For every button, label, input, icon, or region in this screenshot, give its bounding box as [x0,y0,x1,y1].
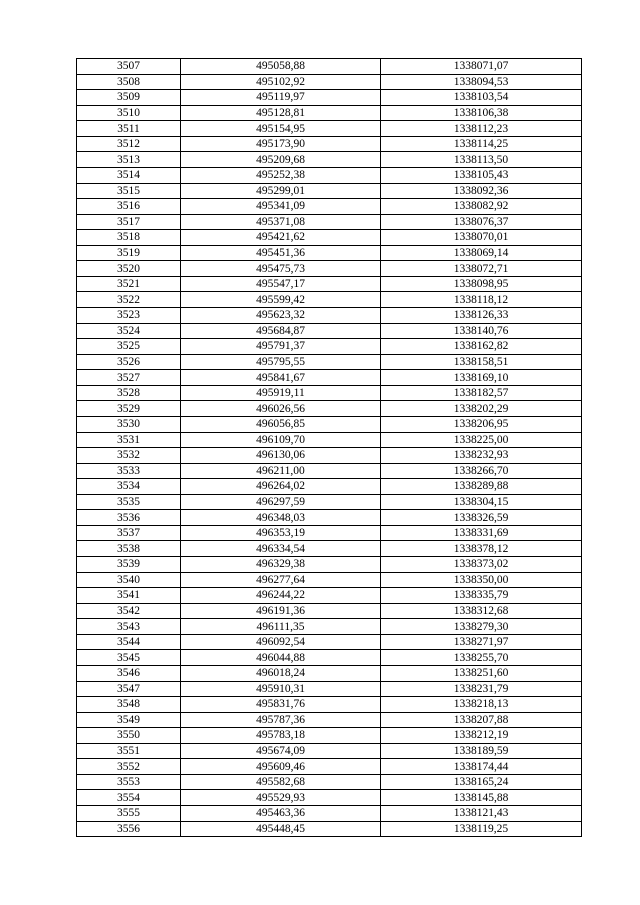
y-coordinate-cell: 1338114,25 [381,136,582,152]
x-coordinate-cell: 496211,00 [181,463,381,479]
point-number-cell: 3555 [77,806,181,822]
point-number-cell: 3509 [77,90,181,106]
y-coordinate-cell: 1338158,51 [381,354,582,370]
y-coordinate-cell: 1338072,71 [381,261,582,277]
y-coordinate-cell: 1338165,24 [381,774,582,790]
point-number-cell: 3548 [77,697,181,713]
table-row [77,697,582,713]
table-row [77,743,582,759]
y-coordinate-cell: 1338071,07 [381,59,582,75]
x-coordinate-cell: 495058,88 [181,59,381,75]
y-coordinate-cell: 1338373,02 [381,557,582,573]
table-row [77,245,582,261]
x-coordinate-cell: 495252,38 [181,167,381,183]
y-coordinate-cell: 1338335,79 [381,588,582,604]
point-number-cell: 3521 [77,276,181,292]
x-coordinate-cell: 496277,64 [181,572,381,588]
table-row [77,90,582,106]
x-coordinate-cell: 495795,55 [181,354,381,370]
x-coordinate-cell: 495831,76 [181,697,381,713]
x-coordinate-cell: 495919,11 [181,385,381,401]
table-row [77,432,582,448]
x-coordinate-cell: 495674,09 [181,743,381,759]
y-coordinate-cell: 1338169,10 [381,370,582,386]
table-row [77,557,582,573]
point-number-cell: 3527 [77,370,181,386]
x-coordinate-cell: 496348,03 [181,510,381,526]
point-number-cell: 3508 [77,74,181,90]
y-coordinate-cell: 1338092,36 [381,183,582,199]
point-number-cell: 3507 [77,59,181,75]
table-row [77,354,582,370]
table-row [77,806,582,822]
point-number-cell: 3536 [77,510,181,526]
table-row [77,728,582,744]
table-row [77,214,582,230]
table-row [77,167,582,183]
y-coordinate-cell: 1338207,88 [381,712,582,728]
x-coordinate-cell: 495128,81 [181,105,381,121]
x-coordinate-cell: 496191,36 [181,603,381,619]
table-row [77,74,582,90]
x-coordinate-cell: 495451,36 [181,245,381,261]
y-coordinate-cell: 1338082,92 [381,199,582,215]
point-number-cell: 3520 [77,261,181,277]
y-coordinate-cell: 1338312,68 [381,603,582,619]
y-coordinate-cell: 1338289,88 [381,479,582,495]
table-row [77,681,582,697]
point-number-cell: 3529 [77,401,181,417]
point-number-cell: 3519 [77,245,181,261]
y-coordinate-cell: 1338069,14 [381,245,582,261]
x-coordinate-cell: 495421,62 [181,230,381,246]
table-row [77,603,582,619]
y-coordinate-cell: 1338076,37 [381,214,582,230]
y-coordinate-cell: 1338162,82 [381,339,582,355]
y-coordinate-cell: 1338251,60 [381,665,582,681]
coordinates-table [76,58,582,837]
point-number-cell: 3513 [77,152,181,168]
point-number-cell: 3540 [77,572,181,588]
y-coordinate-cell: 1338350,00 [381,572,582,588]
x-coordinate-cell: 495787,36 [181,712,381,728]
y-coordinate-cell: 1338331,69 [381,525,582,541]
table-row [77,619,582,635]
point-number-cell: 3524 [77,323,181,339]
x-coordinate-cell: 495791,37 [181,339,381,355]
table-row [77,183,582,199]
point-number-cell: 3543 [77,619,181,635]
table-row [77,385,582,401]
table-row [77,199,582,215]
point-number-cell: 3526 [77,354,181,370]
table-row [77,121,582,137]
table-row [77,821,582,837]
y-coordinate-cell: 1338232,93 [381,448,582,464]
x-coordinate-cell: 495684,87 [181,323,381,339]
point-number-cell: 3523 [77,308,181,324]
x-coordinate-cell: 496353,19 [181,525,381,541]
point-number-cell: 3531 [77,432,181,448]
x-coordinate-cell: 496111,35 [181,619,381,635]
point-number-cell: 3530 [77,416,181,432]
x-coordinate-cell: 496056,85 [181,416,381,432]
x-coordinate-cell: 495299,01 [181,183,381,199]
point-number-cell: 3539 [77,557,181,573]
point-number-cell: 3535 [77,494,181,510]
point-number-cell: 3511 [77,121,181,137]
x-coordinate-cell: 496109,70 [181,432,381,448]
y-coordinate-cell: 1338103,54 [381,90,582,106]
y-coordinate-cell: 1338145,88 [381,790,582,806]
table-row [77,510,582,526]
table-row [77,152,582,168]
point-number-cell: 3533 [77,463,181,479]
point-number-cell: 3528 [77,385,181,401]
y-coordinate-cell: 1338140,76 [381,323,582,339]
y-coordinate-cell: 1338218,13 [381,697,582,713]
table-row [77,479,582,495]
table-row [77,525,582,541]
point-number-cell: 3518 [77,230,181,246]
table-row [77,650,582,666]
table-row [77,339,582,355]
y-coordinate-cell: 1338255,70 [381,650,582,666]
table-row [77,323,582,339]
point-number-cell: 3525 [77,339,181,355]
point-number-cell: 3541 [77,588,181,604]
x-coordinate-cell: 495783,18 [181,728,381,744]
x-coordinate-cell: 496092,54 [181,634,381,650]
x-coordinate-cell: 495209,68 [181,152,381,168]
y-coordinate-cell: 1338304,15 [381,494,582,510]
point-number-cell: 3515 [77,183,181,199]
table-row [77,774,582,790]
table-row [77,494,582,510]
x-coordinate-cell: 495582,68 [181,774,381,790]
x-coordinate-cell: 496018,24 [181,665,381,681]
y-coordinate-cell: 1338212,19 [381,728,582,744]
table-row [77,572,582,588]
x-coordinate-cell: 496244,22 [181,588,381,604]
table-row [77,308,582,324]
y-coordinate-cell: 1338266,70 [381,463,582,479]
coordinates-table-body [77,59,582,837]
x-coordinate-cell: 495623,32 [181,308,381,324]
table-row [77,463,582,479]
y-coordinate-cell: 1338225,00 [381,432,582,448]
y-coordinate-cell: 1338174,44 [381,759,582,775]
table-row [77,105,582,121]
point-number-cell: 3556 [77,821,181,837]
table-row [77,292,582,308]
point-number-cell: 3517 [77,214,181,230]
y-coordinate-cell: 1338126,33 [381,308,582,324]
x-coordinate-cell: 495371,08 [181,214,381,230]
point-number-cell: 3537 [77,525,181,541]
x-coordinate-cell: 495119,97 [181,90,381,106]
point-number-cell: 3551 [77,743,181,759]
y-coordinate-cell: 1338121,43 [381,806,582,822]
y-coordinate-cell: 1338202,29 [381,401,582,417]
y-coordinate-cell: 1338118,12 [381,292,582,308]
y-coordinate-cell: 1338189,59 [381,743,582,759]
point-number-cell: 3538 [77,541,181,557]
point-number-cell: 3516 [77,199,181,215]
x-coordinate-cell: 495547,17 [181,276,381,292]
table-row [77,59,582,75]
y-coordinate-cell: 1338206,95 [381,416,582,432]
x-coordinate-cell: 495841,67 [181,370,381,386]
point-number-cell: 3546 [77,665,181,681]
x-coordinate-cell: 495475,73 [181,261,381,277]
x-coordinate-cell: 496334,54 [181,541,381,557]
table-row [77,416,582,432]
point-number-cell: 3552 [77,759,181,775]
y-coordinate-cell: 1338070,01 [381,230,582,246]
y-coordinate-cell: 1338182,57 [381,385,582,401]
point-number-cell: 3512 [77,136,181,152]
table-row [77,665,582,681]
y-coordinate-cell: 1338105,43 [381,167,582,183]
point-number-cell: 3542 [77,603,181,619]
point-number-cell: 3547 [77,681,181,697]
y-coordinate-cell: 1338113,50 [381,152,582,168]
x-coordinate-cell: 496297,59 [181,494,381,510]
x-coordinate-cell: 495529,93 [181,790,381,806]
x-coordinate-cell: 496130,06 [181,448,381,464]
table-row [77,370,582,386]
point-number-cell: 3544 [77,634,181,650]
y-coordinate-cell: 1338098,95 [381,276,582,292]
point-number-cell: 3545 [77,650,181,666]
x-coordinate-cell: 496329,38 [181,557,381,573]
x-coordinate-cell: 495599,42 [181,292,381,308]
x-coordinate-cell: 496264,02 [181,479,381,495]
table-row [77,588,582,604]
point-number-cell: 3510 [77,105,181,121]
y-coordinate-cell: 1338378,12 [381,541,582,557]
point-number-cell: 3532 [77,448,181,464]
point-number-cell: 3554 [77,790,181,806]
table-row [77,634,582,650]
table-row [77,230,582,246]
point-number-cell: 3550 [77,728,181,744]
y-coordinate-cell: 1338119,25 [381,821,582,837]
table-row [77,790,582,806]
table-row [77,401,582,417]
x-coordinate-cell: 495609,46 [181,759,381,775]
point-number-cell: 3514 [77,167,181,183]
y-coordinate-cell: 1338279,30 [381,619,582,635]
y-coordinate-cell: 1338326,59 [381,510,582,526]
x-coordinate-cell: 496026,56 [181,401,381,417]
x-coordinate-cell: 495102,92 [181,74,381,90]
table-row [77,261,582,277]
y-coordinate-cell: 1338231,79 [381,681,582,697]
x-coordinate-cell: 495448,45 [181,821,381,837]
point-number-cell: 3553 [77,774,181,790]
x-coordinate-cell: 495173,90 [181,136,381,152]
y-coordinate-cell: 1338094,53 [381,74,582,90]
point-number-cell: 3534 [77,479,181,495]
point-number-cell: 3522 [77,292,181,308]
y-coordinate-cell: 1338112,23 [381,121,582,137]
table-row [77,541,582,557]
table-row [77,276,582,292]
x-coordinate-cell: 495463,36 [181,806,381,822]
x-coordinate-cell: 495154,95 [181,121,381,137]
y-coordinate-cell: 1338106,38 [381,105,582,121]
x-coordinate-cell: 495341,09 [181,199,381,215]
table-row [77,712,582,728]
x-coordinate-cell: 496044,88 [181,650,381,666]
table-row [77,136,582,152]
point-number-cell: 3549 [77,712,181,728]
x-coordinate-cell: 495910,31 [181,681,381,697]
y-coordinate-cell: 1338271,97 [381,634,582,650]
table-row [77,448,582,464]
table-row [77,759,582,775]
